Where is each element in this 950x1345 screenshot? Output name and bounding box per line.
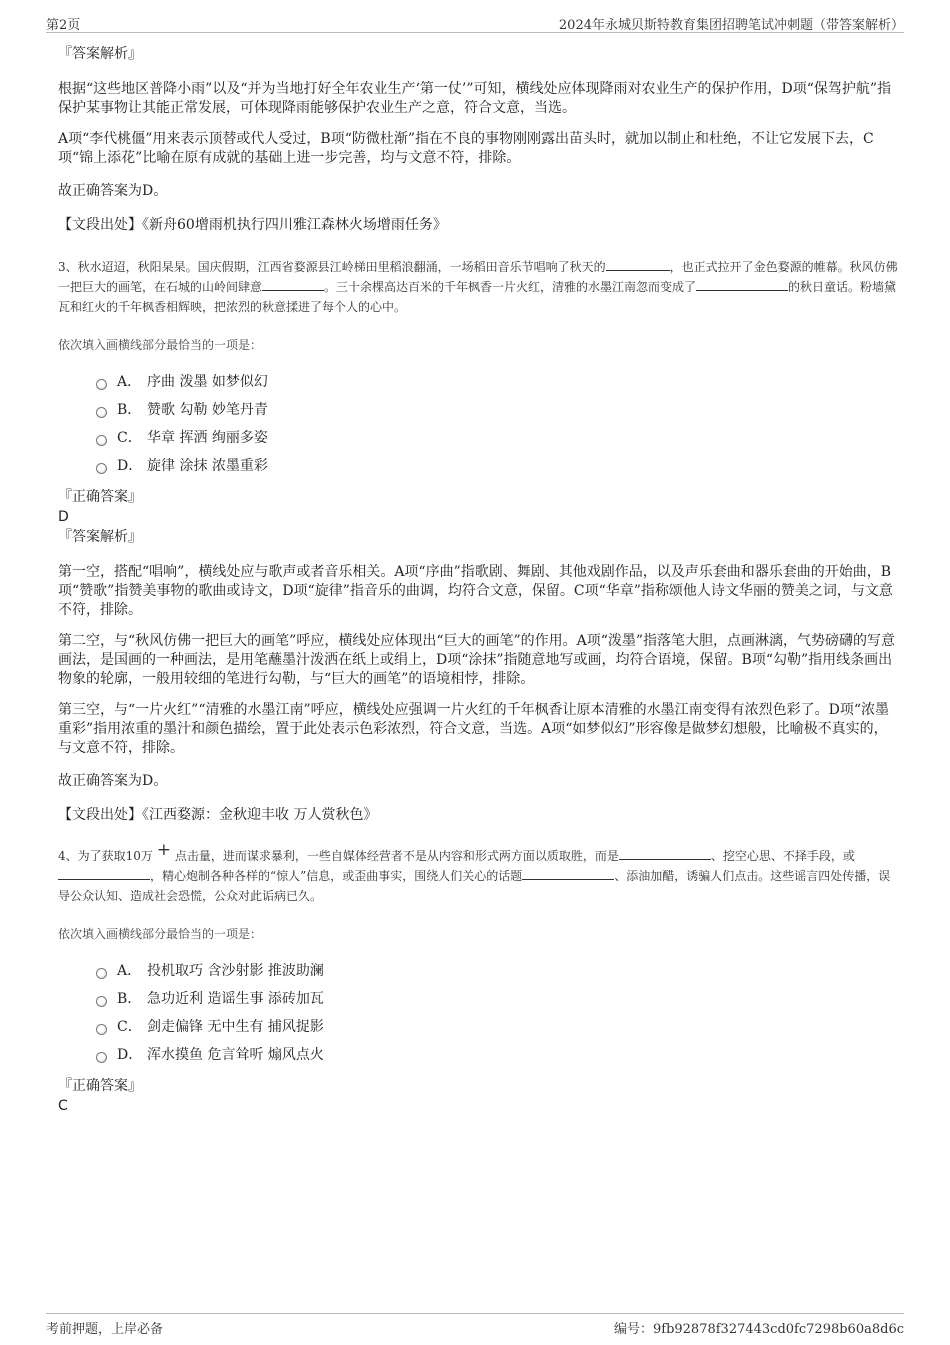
radio-icon[interactable] xyxy=(96,435,107,446)
option-d[interactable]: D． 旋律 涂抹 浓墨重彩 xyxy=(58,451,898,479)
radio-icon[interactable] xyxy=(96,968,107,979)
question-3-text: 3、秋水迢迢，秋阳杲杲。国庆假期，江西省婺源县江岭梯田里稻浪翻涌，一场稻田音乐节唱响了秋天的 ，也正式拉开了金色婺源的帷幕。秋风仿佛一把巨大的画笔，在石城的山岭间肆意 。三十余棵高达百米的千年枫香一片火红，清雅的水墨江南忽而变成了 的秋日童话。粉墙黛瓦和红火的千年枫香相辉映，把浓烈的秋意揉进了每个人的心中。 xyxy=(58,260,898,314)
fill-blank xyxy=(262,278,324,291)
option-a[interactable]: A． 序曲 泼墨 如梦似幻 xyxy=(58,367,898,395)
option-a[interactable]: A． 投机取巧 含沙射影 推波助澜 xyxy=(58,956,898,984)
fill-blank xyxy=(58,867,150,880)
analysis-conclusion: 故正确答案为D。 xyxy=(58,183,168,199)
options-list xyxy=(58,367,898,479)
plus-sign: + xyxy=(156,840,171,860)
source-citation: 【文段出处】《新舟60增雨机执行四川雅江森林火场增雨任务》 xyxy=(58,217,447,233)
radio-icon[interactable] xyxy=(96,996,107,1007)
analysis-label: 『答案解析』 xyxy=(58,529,142,545)
radio-icon[interactable] xyxy=(96,463,107,474)
fill-blank xyxy=(522,867,614,880)
question-4-text: 4、为了获取10万 + 点击量，进而谋求暴利，一些自媒体经营者不是从内容和形式两方面以质取胜，而是 、挖空心思、不择手段，或，精心炮制各种各样的“惊人”信息，或歪曲事实，围绕人们关心的话题 、添油加醋，诱骗人们点击。这些谣言四处传播，误导公众认知、造成社会恐慌，公众对此诟病已久。 xyxy=(58,840,891,903)
question-prompt: 依次填入画横线部分最恰当的一项是： xyxy=(58,927,263,941)
page-footer xyxy=(46,1313,904,1336)
page-number: 第2页 xyxy=(46,18,81,33)
answer-value: C xyxy=(58,1098,68,1114)
radio-icon[interactable] xyxy=(96,407,107,418)
footer-slogan: 考前押题，上岸必备 xyxy=(46,1322,164,1337)
option-c[interactable]: C． 剑走偏锋 无中生有 捕风捉影 xyxy=(58,1012,898,1040)
analysis-paragraph: 第三空，与“一片火红”“清雅的水墨江南”呼应，横线处应强调一片火红的千年枫香让原本清雅的水墨江南变得有浓烈色彩了。D项“浓墨重彩”指用浓重的墨汁和颜色描绘，置于此处表示色彩浓烈，符合文意，当选。A项“如梦似幻”形容像是做梦幻想般，比喻极不真实的，与文意不符，排除。 xyxy=(58,702,890,756)
analysis-label: 『答案解析』 xyxy=(58,46,142,62)
radio-icon[interactable] xyxy=(96,1052,107,1063)
analysis-paragraph: 第一空，搭配“唱响”，横线处应与歌声或者音乐相关。A项“序曲”指歌剧、舞剧、其他戏剧作品，以及声乐套曲和器乐套曲的开始曲，B项“赞歌”指赞美事物的歌曲或诗文，D项“旋律”指音乐的曲调，均符合文意，保留。C项“华章”指称颂他人诗文华丽的赞美之词，与文意不符，排除。 xyxy=(58,564,893,618)
option-c[interactable]: C． 华章 挥洒 绚丽多姿 xyxy=(58,423,898,451)
analysis-conclusion: 故正确答案为D。 xyxy=(58,773,168,789)
options-list xyxy=(58,956,898,1068)
document-body xyxy=(58,44,898,1116)
fill-blank xyxy=(606,258,670,271)
page-header xyxy=(46,12,904,33)
analysis-paragraph: 根据“这些地区普降小雨”以及“并为当地打好全年农业生产‘第一仗’”可知，横线处应体现降雨对农业生产的保护作用，D项“保驾护航”指保护某事物让其能正常发展，可体现降雨能够保护农业生产之意，符合文意，当选。 xyxy=(58,81,892,116)
answer-value: D xyxy=(58,509,69,525)
answer-label: 『正确答案』 xyxy=(58,1078,142,1094)
source-citation: 【文段出处】《江西婺源：金秋迎丰收 万人赏秋色》 xyxy=(58,807,378,823)
option-b[interactable]: B． 急功近利 造谣生事 添砖加瓦 xyxy=(58,984,898,1012)
option-b[interactable]: B． 赞歌 勾勒 妙笔丹青 xyxy=(58,395,898,423)
analysis-paragraph: 第二空，与“秋风仿佛一把巨大的画笔”呼应，横线处应体现出“巨大的画笔”的作用。A项“泼墨”指落笔大胆，点画淋漓，气势磅礴的写意画法，是国画的一种画法，是用笔蘸墨汁泼洒在纸上或绢上，D项“涂抹”指随意地写或画，均符合语境，保留。B项“勾勒”指用线条画出物象的轮廓，一般用较细的笔进行勾勒，与“巨大的画笔”的语境相悖，排除。 xyxy=(58,633,896,687)
document-id: 编号：9fb92878f327443cd0fc7298b60a8d6c xyxy=(613,1322,904,1337)
document-title: 2024年永城贝斯特教育集团招聘笔试冲刺题（带答案解析） xyxy=(558,18,904,33)
answer-label: 『正确答案』 xyxy=(58,489,142,505)
fill-blank xyxy=(696,278,788,291)
fill-blank xyxy=(619,847,711,860)
analysis-paragraph: A项“李代桃僵”用来表示顶替或代人受过，B项“防微杜渐”指在不良的事物刚刚露出苗头时，就加以制止和杜绝，不让它发展下去，C项“锦上添花”比喻在原有成就的基础上进一步完善，均与文意不符，排除。 xyxy=(58,131,874,166)
radio-icon[interactable] xyxy=(96,379,107,390)
question-prompt: 依次填入画横线部分最恰当的一项是： xyxy=(58,338,263,352)
radio-icon[interactable] xyxy=(96,1024,107,1035)
option-d[interactable]: D． 浑水摸鱼 危言耸听 煽风点火 xyxy=(58,1040,898,1068)
